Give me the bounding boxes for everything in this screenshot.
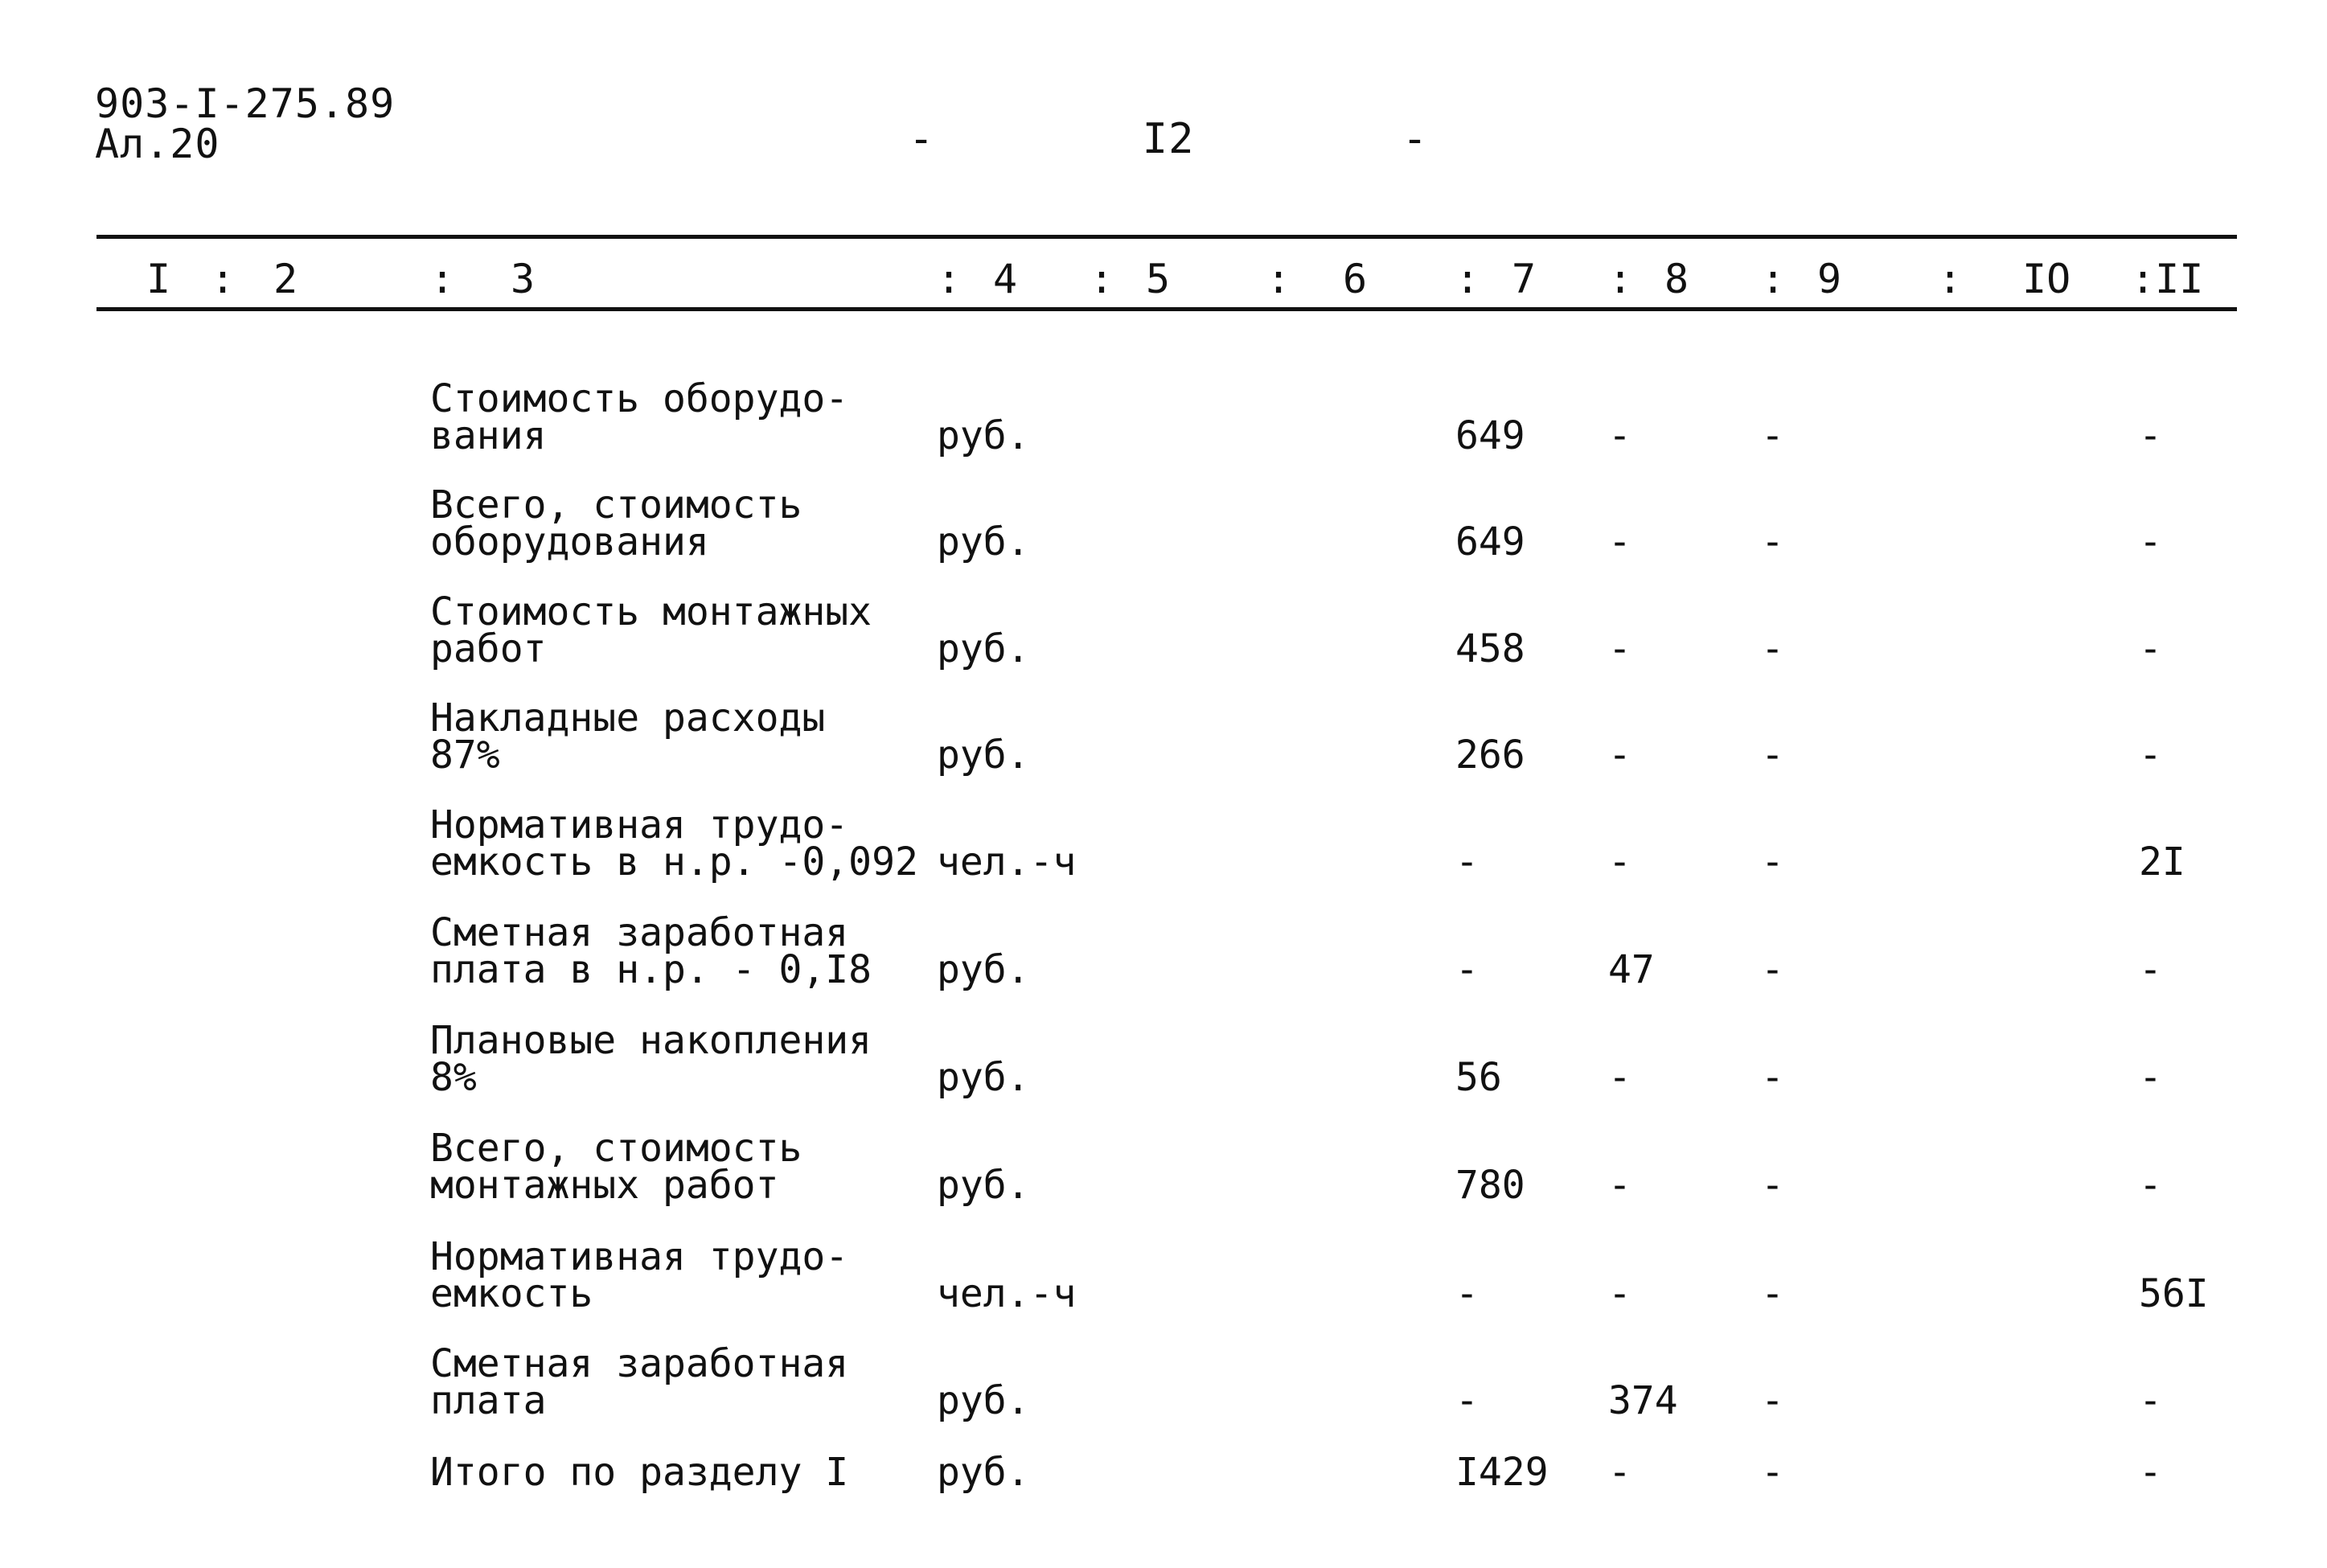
- row-col9: -: [1761, 733, 1784, 778]
- row-unit: руб.: [937, 1163, 1030, 1208]
- row-description: Итого по разделу I: [430, 1450, 849, 1495]
- row-col9: -: [1761, 1271, 1784, 1316]
- row-col11: -: [2139, 1163, 2162, 1208]
- column-separator: :: [1608, 256, 1633, 302]
- row-col7: -: [1455, 1378, 1479, 1423]
- column-separator: :: [211, 256, 236, 302]
- row-description: Сметная заработная плата: [430, 1341, 849, 1423]
- row-description: Всего, стоимость монтажных работ: [430, 1126, 802, 1208]
- row-unit: руб.: [937, 413, 1030, 458]
- row-col7: -: [1455, 947, 1479, 992]
- column-number: :II: [2131, 256, 2204, 302]
- column-separator: :: [1266, 256, 1291, 302]
- row-description: Стоимость оборудо- вания: [430, 376, 849, 458]
- row-unit: руб.: [937, 1450, 1030, 1495]
- row-description: Всего, стоимость оборудования: [430, 482, 802, 564]
- row-col7: 649: [1455, 413, 1525, 458]
- row-description: Нормативная трудо- емкость в н.р. -0,092: [430, 802, 918, 885]
- column-separator: :: [1090, 256, 1114, 302]
- row-col8: -: [1608, 733, 1631, 778]
- row-col9: -: [1761, 519, 1784, 564]
- row-unit: руб.: [937, 947, 1030, 992]
- column-number: 6: [1343, 256, 1368, 302]
- row-col11: -: [2139, 733, 2162, 778]
- row-col7: 56: [1455, 1055, 1502, 1100]
- column-number: 3: [511, 256, 536, 302]
- column-separator: :: [1938, 256, 1963, 302]
- row-col8: -: [1608, 626, 1631, 671]
- row-col8: -: [1608, 1450, 1631, 1495]
- row-unit: руб.: [937, 519, 1030, 564]
- row-description: Накладные расходы 87%: [430, 696, 826, 778]
- row-unit: руб.: [937, 626, 1030, 671]
- row-col7: 266: [1455, 733, 1525, 778]
- column-number: IO: [2022, 256, 2071, 302]
- row-col7: 649: [1455, 519, 1525, 564]
- row-col9: -: [1761, 1055, 1784, 1100]
- row-col8: -: [1608, 1271, 1631, 1316]
- row-col9: -: [1761, 947, 1784, 992]
- page-number: - I2 -: [909, 115, 1429, 163]
- column-number: 4: [993, 256, 1018, 302]
- row-unit: руб.: [937, 733, 1030, 778]
- column-number: 8: [1664, 256, 1689, 302]
- row-col8: 47: [1608, 947, 1655, 992]
- row-description: Стоимость монтажных работ: [430, 589, 872, 671]
- column-separator: :: [1761, 256, 1786, 302]
- row-col7: I429: [1455, 1450, 1549, 1495]
- row-description: Плановые накопления 8%: [430, 1018, 872, 1100]
- row-col11: 56I: [2139, 1271, 2209, 1316]
- row-col9: -: [1761, 413, 1784, 458]
- row-unit: чел.-ч: [937, 839, 1077, 885]
- row-col7: 780: [1455, 1163, 1525, 1208]
- column-number: 9: [1817, 256, 1842, 302]
- row-col11: -: [2139, 1055, 2162, 1100]
- row-col11: -: [2139, 1378, 2162, 1423]
- row-col9: -: [1761, 626, 1784, 671]
- row-description: Нормативная трудо- емкость: [430, 1234, 849, 1316]
- row-col11: -: [2139, 519, 2162, 564]
- row-col11: -: [2139, 1450, 2162, 1495]
- table-top-rule: [96, 235, 2237, 239]
- row-unit: руб.: [937, 1378, 1030, 1423]
- row-col9: -: [1761, 1378, 1784, 1423]
- row-col7: -: [1455, 1271, 1479, 1316]
- row-col8: -: [1608, 1055, 1631, 1100]
- row-col9: -: [1761, 1163, 1784, 1208]
- table-header-rule: [96, 307, 2237, 311]
- row-col8: -: [1608, 519, 1631, 564]
- row-unit: руб.: [937, 1055, 1030, 1100]
- column-number: 2: [273, 256, 298, 302]
- row-description: Сметная заработная плата в н.р. - 0,I8: [430, 910, 872, 992]
- row-col7: -: [1455, 839, 1479, 885]
- row-col8: -: [1608, 839, 1631, 885]
- column-separator: :: [937, 256, 962, 302]
- row-col11: -: [2139, 413, 2162, 458]
- column-separator: :: [1455, 256, 1480, 302]
- column-number: 7: [1512, 256, 1537, 302]
- row-col9: -: [1761, 1450, 1784, 1495]
- row-col11: -: [2139, 947, 2162, 992]
- column-separator: :: [430, 256, 455, 302]
- row-col9: -: [1761, 839, 1784, 885]
- row-col8: 374: [1608, 1378, 1678, 1423]
- row-col8: -: [1608, 413, 1631, 458]
- document-code: 903-I-275.89 Ал.20: [95, 80, 396, 167]
- row-unit: чел.-ч: [937, 1271, 1077, 1316]
- row-col11: 2I: [2139, 839, 2185, 885]
- column-number: 5: [1146, 256, 1171, 302]
- column-number: I: [146, 256, 171, 302]
- row-col7: 458: [1455, 626, 1525, 671]
- row-col8: -: [1608, 1163, 1631, 1208]
- row-col11: -: [2139, 626, 2162, 671]
